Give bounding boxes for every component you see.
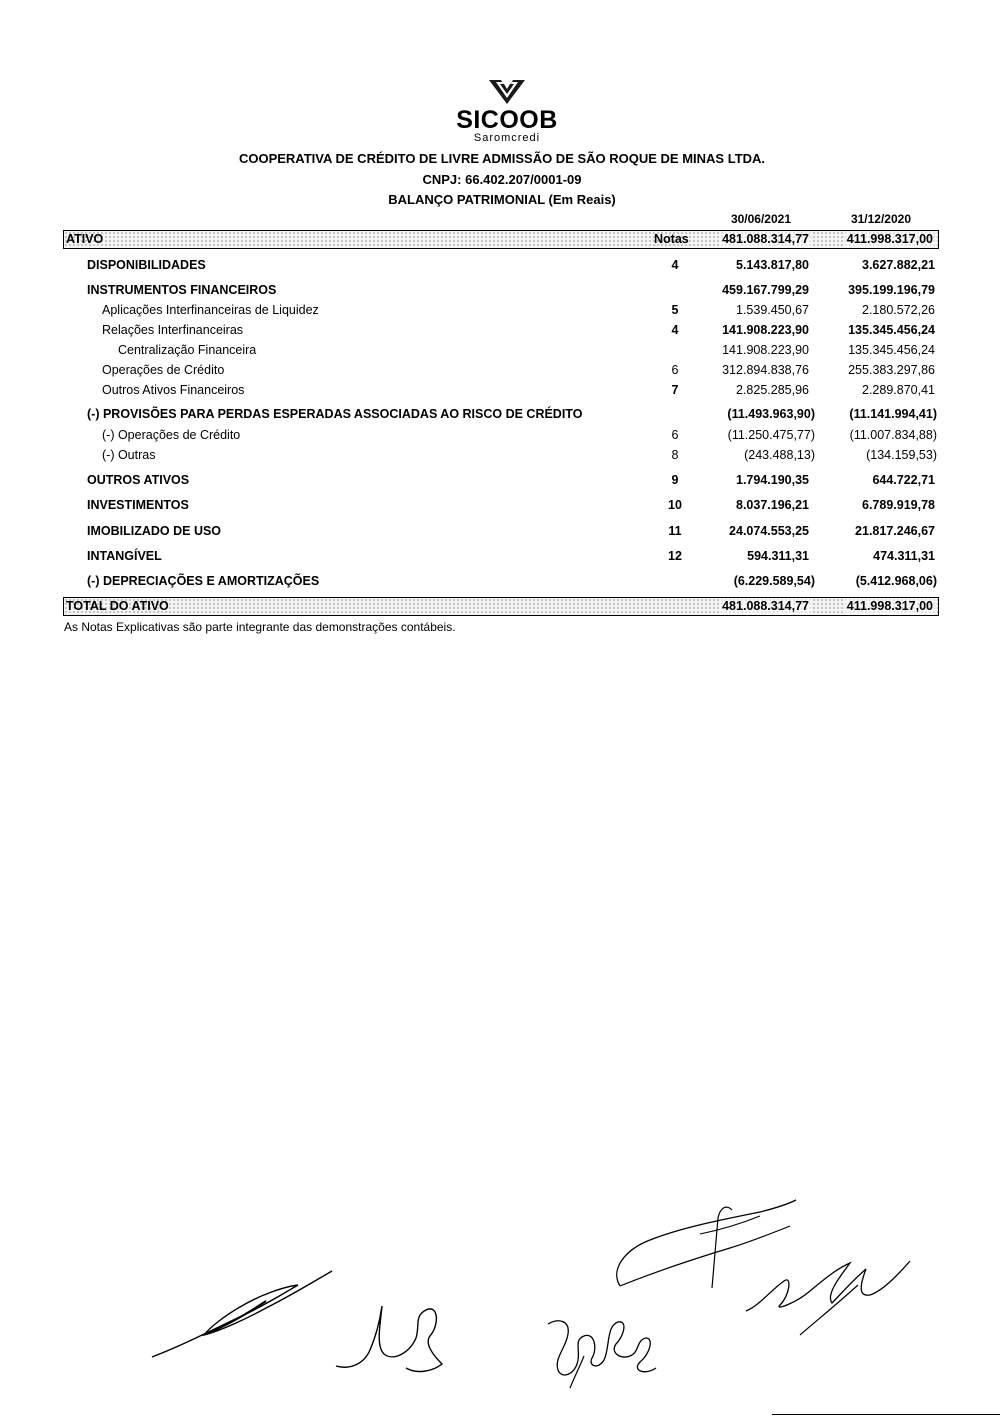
row-nota: 12 bbox=[668, 549, 682, 563]
row-value-2020: 474.311,31 bbox=[873, 549, 935, 563]
total-ativo-band bbox=[63, 597, 939, 616]
row-label: DISPONIBILIDADES bbox=[87, 258, 206, 272]
row-nota: 11 bbox=[668, 524, 682, 538]
row-nota: 9 bbox=[671, 473, 679, 487]
row-value-2020: 2.180.572,26 bbox=[862, 303, 935, 317]
row-nota: 7 bbox=[671, 383, 679, 397]
row-value-2021: 312.894.838,76 bbox=[722, 363, 809, 377]
row-value-2020: (5.412.968,06) bbox=[855, 574, 937, 588]
row-nota: 6 bbox=[671, 428, 679, 442]
row-label: OUTROS ATIVOS bbox=[87, 473, 190, 487]
row-value-2021: (243.488,13) bbox=[744, 448, 815, 462]
row-value-2020: (134.159,53) bbox=[866, 448, 937, 462]
row-value-2021: 1.539.450,67 bbox=[736, 303, 809, 317]
row-label: Outros Ativos Financeiros bbox=[102, 383, 245, 397]
row-nota: 5 bbox=[671, 303, 679, 317]
row-nota: 6 bbox=[671, 363, 679, 377]
ativo-label: ATIVO bbox=[66, 232, 104, 246]
signature-1 bbox=[148, 1265, 338, 1365]
row-nota: 8 bbox=[671, 448, 679, 462]
row-outros-ativos-financeiros bbox=[0, 382, 1000, 398]
row-relacoes-interfinanceiras bbox=[0, 322, 1000, 338]
ativo-total-2021: 481.088.314,77 bbox=[722, 232, 809, 246]
row-value-2021: 141.908.223,90 bbox=[722, 323, 809, 337]
row-nota: 4 bbox=[671, 258, 679, 272]
row-value-2021: 1.794.190,35 bbox=[736, 473, 809, 487]
row-label: INTANGÍVEL bbox=[87, 549, 162, 563]
row-value-2021: 8.037.196,21 bbox=[736, 498, 809, 512]
row-aplicacoes-interfinanceiras bbox=[0, 302, 1000, 318]
company-name: COOPERATIVA DE CRÉDITO DE LIVRE ADMISSÃO DE SÃO ROQUE DE MINAS LTDA. bbox=[238, 151, 766, 166]
row-value-2020: 644.722,71 bbox=[872, 473, 935, 487]
row-label: IMOBILIZADO DE USO bbox=[87, 524, 222, 538]
row-instrumentos-financeiros bbox=[0, 282, 1000, 298]
row-value-2021: 5.143.817,80 bbox=[736, 258, 809, 272]
signature-5 bbox=[740, 1225, 915, 1340]
brand-name: SICOOB bbox=[456, 106, 558, 134]
ativo-header-band bbox=[63, 230, 939, 249]
row-value-2021: 2.825.285,96 bbox=[736, 383, 809, 397]
total-ativo-2021: 481.088.314,77 bbox=[722, 599, 809, 613]
row-provisoes-outras bbox=[0, 447, 1000, 463]
row-label: (-) DEPRECIAÇÕES E AMORTIZAÇÕES bbox=[87, 574, 320, 588]
row-intangivel bbox=[0, 548, 1000, 564]
row-label: (-) PROVISÕES PARA PERDAS ESPERADAS ASSOCIADAS AO RISCO DE CRÉDITO bbox=[87, 407, 583, 421]
row-outros-ativos bbox=[0, 472, 1000, 488]
total-ativo-2020: 411.998.317,00 bbox=[846, 599, 933, 613]
row-value-2020: 6.789.919,78 bbox=[862, 498, 935, 512]
row-label: (-) Outras bbox=[102, 448, 156, 462]
row-label: Relações Interfinanceiras bbox=[102, 323, 244, 337]
row-value-2020: 21.817.246,67 bbox=[855, 524, 935, 538]
row-imobilizado-de-uso bbox=[0, 523, 1000, 539]
brand-subtitle: Saromcredi bbox=[473, 132, 541, 144]
row-provisoes-perdas bbox=[0, 406, 1000, 422]
row-value-2021: 459.167.799,29 bbox=[722, 283, 809, 297]
column-date-2020: 31/12/2020 bbox=[850, 212, 911, 226]
row-value-2020: 135.345.456,24 bbox=[848, 343, 935, 357]
row-label: Operações de Crédito bbox=[102, 363, 225, 377]
row-label: (-) Operações de Crédito bbox=[102, 428, 241, 442]
row-label: INVESTIMENTOS bbox=[87, 498, 189, 512]
ativo-total-2020: 411.998.317,00 bbox=[846, 232, 933, 246]
sicoob-logo bbox=[452, 76, 562, 148]
row-value-2021: 141.908.223,90 bbox=[722, 343, 809, 357]
footnote: As Notas Explicativas são parte integrante das demonstrações contábeis. bbox=[64, 620, 456, 634]
row-value-2021: 594.311,31 bbox=[747, 549, 809, 563]
row-value-2021: (6.229.589,54) bbox=[733, 574, 815, 588]
row-value-2021: (11.250.475,77) bbox=[727, 428, 815, 442]
row-depreciacoes-amortizacoes bbox=[0, 573, 1000, 589]
row-label: Aplicações Interfinanceiras de Liquidez bbox=[102, 303, 319, 317]
row-value-2020: (11.141.994,41) bbox=[849, 407, 937, 421]
row-operacoes-de-credito bbox=[0, 362, 1000, 378]
row-centralizacao-financeira bbox=[0, 342, 1000, 358]
page-edge-line bbox=[772, 1414, 1000, 1415]
row-value-2020: 2.289.870,41 bbox=[862, 383, 935, 397]
row-value-2021: (11.493.963,90) bbox=[727, 407, 815, 421]
row-value-2020: 135.345.456,24 bbox=[848, 323, 935, 337]
row-value-2020: 255.383.297,86 bbox=[848, 363, 935, 377]
row-value-2020: (11.007.834,88) bbox=[849, 428, 937, 442]
row-disponibilidades bbox=[0, 257, 1000, 273]
row-value-2020: 395.199.196,79 bbox=[848, 283, 935, 297]
row-investimentos bbox=[0, 497, 1000, 513]
signature-3 bbox=[540, 1300, 660, 1395]
signature-2 bbox=[330, 1290, 450, 1380]
row-value-2020: 3.627.882,21 bbox=[862, 258, 935, 272]
sicoob-logo-icon bbox=[487, 76, 527, 106]
row-label: INSTRUMENTOS FINANCEIROS bbox=[87, 283, 277, 297]
row-provisoes-operacoes-credito bbox=[0, 427, 1000, 443]
column-date-2021: 30/06/2021 bbox=[730, 212, 791, 226]
total-ativo-label: TOTAL DO ATIVO bbox=[66, 599, 169, 613]
cnpj: CNPJ: 66.402.207/0001-09 bbox=[422, 172, 582, 187]
row-label: Centralização Financeira bbox=[118, 343, 257, 357]
row-value-2021: 24.074.553,25 bbox=[729, 524, 809, 538]
document-title: BALANÇO PATRIMONIAL (Em Reais) bbox=[388, 192, 616, 207]
row-nota: 10 bbox=[668, 498, 682, 512]
row-nota: 4 bbox=[671, 323, 679, 337]
notas-header: Notas bbox=[654, 232, 689, 246]
